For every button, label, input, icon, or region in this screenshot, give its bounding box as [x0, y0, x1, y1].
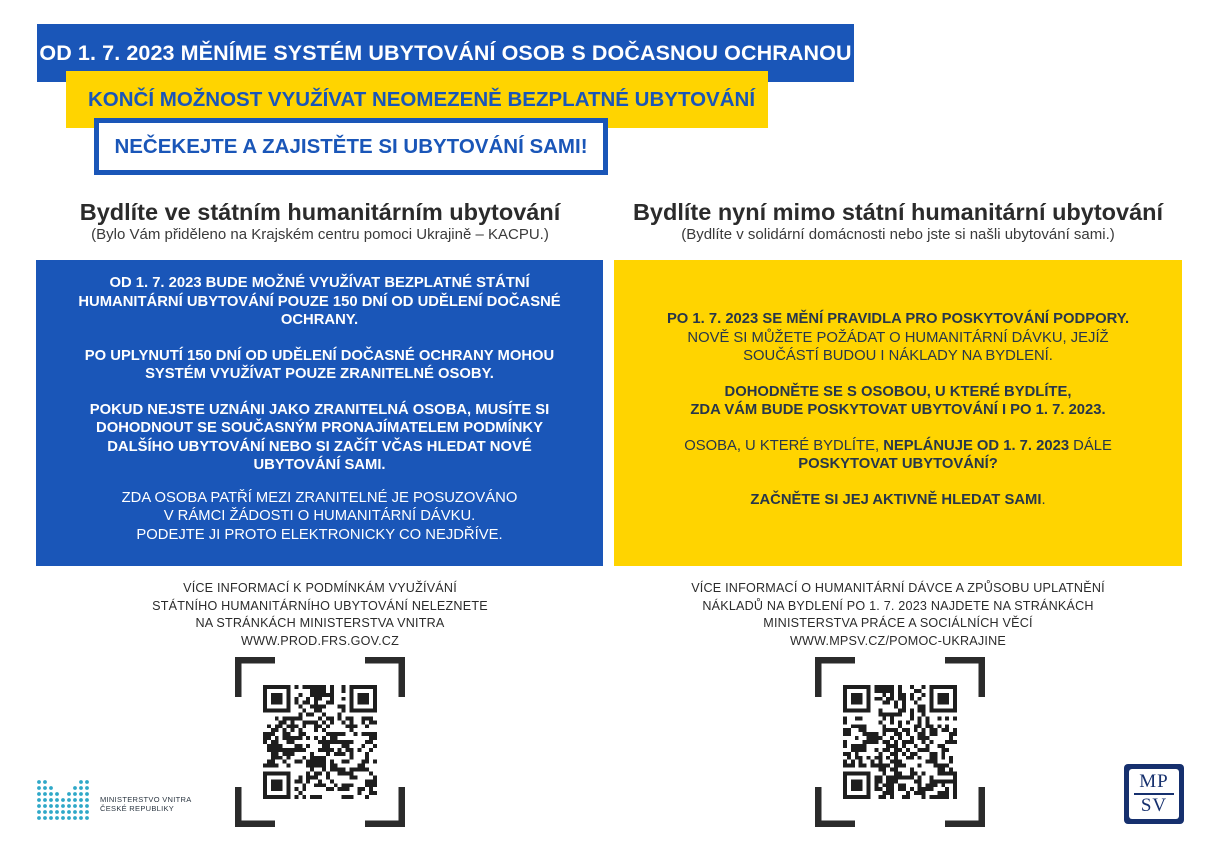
right-info-line1: VÍCE INFORMACÍ O HUMANITÁRNÍ DÁVCE A ZPŮSOBU UPLATNĚNÍ — [691, 581, 1105, 595]
right-info-line3: MINISTERSTVA PRÁCE A SOCIÁLNÍCH VĚCÍ — [763, 616, 1033, 630]
banner-cta: NEČEKEJTE A ZAJISTĚTE SI UBYTOVÁNÍ SAMI! — [94, 118, 608, 175]
left-info-url[interactable]: WWW.PROD.FRS.GOV.CZ — [241, 633, 399, 648]
right-p3-c: DÁLE — [1069, 437, 1112, 454]
left-more-info — [36, 580, 604, 650]
qr-code-icon[interactable] — [263, 685, 377, 799]
left-column-header — [36, 198, 604, 244]
banner-sub: KONČÍ MOŽNOST VYUŽÍVAT NEOMEZENĚ BEZPLATNÉ UBYTOVÁNÍ — [66, 71, 768, 128]
right-p3-a: OSOBA, U KTERÉ BYDLÍTE, — [684, 437, 884, 454]
left-subheading: (Bylo Vám přiděleno na Krajském centru pomoci Ukrajině – KACPU.) — [91, 226, 549, 243]
left-p4-line1: ZDA OSOBA PATŘÍ MEZI ZRANITELNÉ JE POSUZOVÁNO — [121, 489, 518, 506]
mv-line1: MINISTERSTVO VNITRA — [100, 795, 192, 804]
mpsv-logo — [1124, 764, 1184, 824]
right-paragraph-3 — [638, 437, 1158, 474]
left-heading: Bydlíte ve státním humanitárním ubytování — [79, 199, 561, 225]
right-paragraph-2 — [638, 383, 1158, 420]
left-p4-line3: PODEJTE JI PROTO ELEKTRONICKY CO NEJDŘÍVE. — [136, 526, 503, 543]
left-info-line1: VÍCE INFORMACÍ K PODMÍNKÁM VYUŽÍVÁNÍ — [183, 581, 457, 595]
right-more-info — [614, 580, 1182, 650]
banner-main: OD 1. 7. 2023 MĚNÍME SYSTÉM UBYTOVÁNÍ OSOB S DOČASNOU OCHRANOU — [37, 24, 854, 82]
right-p3-d: POSKYTOVAT UBYTOVÁNÍ? — [798, 456, 998, 472]
right-p1-line2: NOVĚ SI MŮŽETE POŽÁDAT O HUMANITÁRNÍ DÁVKU, JEJÍŽ — [687, 329, 1109, 346]
right-info-url[interactable]: WWW.MPSV.CZ/POMOC-UKRAJINE — [789, 633, 1007, 648]
ministry-interior-label — [100, 795, 192, 813]
right-p4: ZAČNĚTE SI JEJ AKTIVNĚ HLEDAT SAMI — [750, 491, 1042, 508]
right-info-line2: NÁKLADŮ NA BYDLENÍ PO 1. 7. 2023 NAJDETE NA STRÁNKÁCH — [702, 598, 1094, 613]
left-paragraph-4 — [66, 489, 573, 545]
right-p2-line1: DOHODNĚTE SE S OSOBOU, U KTERÉ BYDLÍTE, — [724, 383, 1072, 400]
mpsv-bottom-text: SV — [1140, 795, 1168, 816]
right-paragraph-1 — [638, 310, 1158, 366]
left-info-line2: STÁTNÍHO HUMANITÁRNÍHO UBYTOVÁNÍ NELEZNETE — [152, 598, 488, 613]
left-p4-line2: V RÁMCI ŽÁDOSTI O HUMANITÁRNÍ DÁVKU. — [163, 508, 476, 524]
left-info-panel — [36, 260, 603, 566]
right-heading: Bydlíte nyní mimo státní humanitární ubytování — [632, 199, 1164, 225]
right-p4-dot: . — [1041, 491, 1046, 508]
right-p2-line2: ZDA VÁM BUDE POSKYTOVAT UBYTOVÁNÍ I PO 1. 7. 2023. — [690, 402, 1106, 418]
mv-line2: ČESKÉ REPUBLIKY — [100, 804, 175, 813]
right-info-panel — [614, 260, 1182, 566]
right-paragraph-4 — [638, 491, 1158, 510]
left-paragraph-2: PO UPLYNUTÍ 150 DNÍ OD UDĚLENÍ DOČASNÉ OCHRANY MOHOU SYSTÉM VYUŽÍVAT POUZE ZRANITELNÉ OSOBY. — [84, 347, 555, 382]
right-column-header — [614, 198, 1182, 244]
right-p3-b: NEPLÁNUJE OD 1. 7. 2023 — [883, 437, 1070, 454]
ministry-interior-logo-icon — [36, 778, 92, 824]
left-paragraph-3: POKUD NEJSTE UZNÁNI JAKO ZRANITELNÁ OSOBA, MUSÍTE SI DOHODNOUT SE SOUČASNÝM PRONAJÍMATELEM PODMÍNKY DALŠÍHO UBYTOVÁNÍ NEBO SI ZAČÍT VČAS HLEDAT NOVÉ UBYTOVÁNÍ SAMI. — [89, 401, 550, 473]
right-p1-bold: PO 1. 7. 2023 SE MĚNÍ PRAVIDLA PRO POSKYTOVÁNÍ PODPORY. — [666, 311, 1130, 327]
mpsv-logo-inner — [1129, 769, 1179, 819]
mpsv-top-text: MP — [1139, 771, 1169, 792]
left-info-line3: NA STRÁNKÁCH MINISTERSTVA VNITRA — [195, 616, 445, 630]
right-p1-line3: SOUČÁSTÍ BUDOU I NÁKLADY NA BYDLENÍ. — [743, 348, 1053, 364]
left-paragraph-1: OD 1. 7. 2023 BUDE MOŽNÉ VYUŽÍVAT BEZPLATNÉ STÁTNÍ HUMANITÁRNÍ UBYTOVÁNÍ POUZE 150 DNÍ OD UDĚLENÍ DOČASNÉ OCHRANY. — [78, 275, 561, 328]
right-subheading: (Bydlíte v solidární domácnosti nebo jste si našli ubytování sami.) — [681, 226, 1115, 243]
qr-code-icon[interactable] — [843, 685, 957, 799]
